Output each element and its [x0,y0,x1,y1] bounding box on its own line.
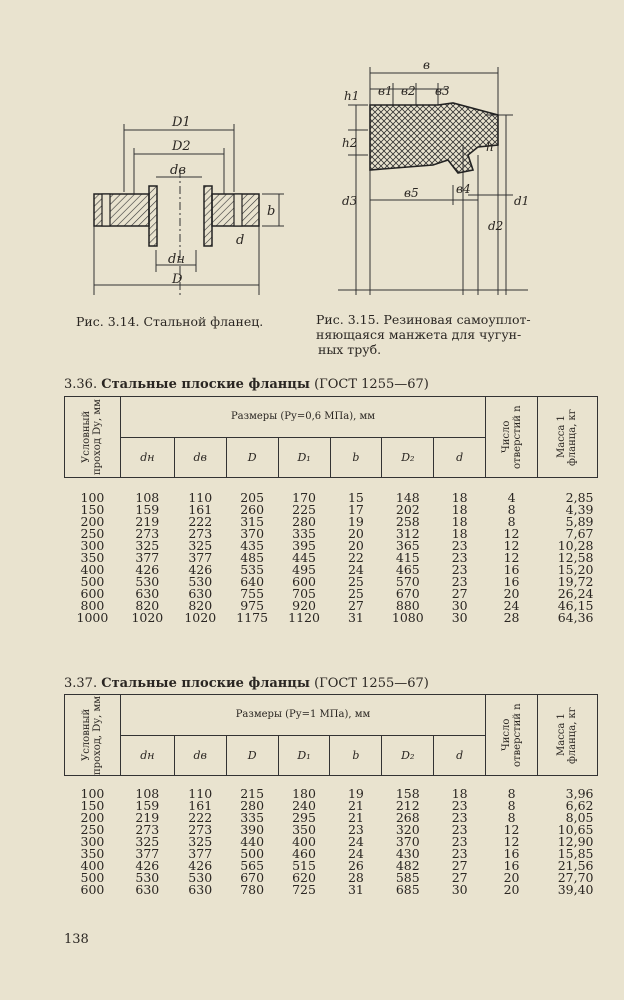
table-cell: 212 [395,798,420,813]
header-D2: D₂ [382,437,434,478]
table-cell: 273 [188,525,213,541]
table-number: 3.37. [64,676,98,691]
table-cell: 4 [507,489,516,505]
label-b: b [267,204,276,219]
table-cell: 225 [292,501,316,517]
table-cell: 630 [135,882,160,897]
cuff-drawing [318,55,538,305]
table-cell: 31 [347,609,364,625]
table-cell: 21 [347,810,364,825]
table-cell: 530 [188,870,213,885]
table-cell: 685 [395,882,420,897]
caption-fig-3-15 [316,312,531,357]
table-cell: 465 [395,561,420,577]
table-cell: 630 [188,882,213,897]
table-title: Стальные плоские фланцы [101,676,310,691]
label-D1: D1 [172,115,191,130]
table-cell: 23 [347,822,364,837]
caption-line: ных труб. [318,342,382,357]
table-cell: 202 [395,501,420,517]
table-cell: 430 [395,846,420,861]
table-cell: 600 [292,573,316,589]
header-dv: dв [174,735,226,776]
table-cell: 161 [188,798,213,813]
label-d2: d2 [488,219,504,233]
table-cell: 23 [451,834,468,849]
table-cell: 222 [188,513,213,529]
label-b: в [423,58,430,72]
label-d1: d1 [514,194,530,208]
table-cell: 350 [80,549,105,565]
header-sizes: Размеры (Pу=1 МПа), мм [120,695,485,736]
table-cell: 312 [395,525,420,541]
table-cell: 585 [395,870,420,885]
table-cell: 570 [395,573,420,589]
table-cell: 161 [188,501,213,517]
table-cell: 295 [292,810,316,825]
table-cell: 20 [347,525,364,541]
table-title: Стальные плоские фланцы [101,377,310,392]
table-cell: 23 [451,561,468,577]
header-sizes: Размеры (Pу=0,6 МПа), мм [120,397,485,438]
table-cell: 25 [347,573,364,589]
table-cell: 335 [292,525,316,541]
table-cell: 377 [188,549,213,565]
header-dv: dв [174,437,226,478]
table-cell: 500 [80,870,105,885]
header-mass: Масса 1 фланца, кг [537,397,597,478]
table-cell: 315 [240,513,265,529]
table-cell: 158 [395,786,420,801]
table-cell: 820 [188,597,213,613]
table-cell: 630 [188,585,213,601]
table-3-37-title [64,676,429,691]
table-cell: 46,15 [557,597,594,613]
table-cell: 460 [292,846,316,861]
table-cell: 18 [451,489,468,505]
table-cell: 10,28 [557,537,594,553]
table-cell: 273 [135,822,160,837]
table-cell: 365 [395,537,420,553]
table-cell: 200 [80,513,105,529]
label-b1: в1 [378,84,393,98]
table-cell: 30 [451,597,468,613]
table-cell: 205 [240,489,265,505]
table-cell: 180 [292,786,316,801]
table-cell: 1175 [236,609,269,625]
table-cell: 445 [292,549,316,565]
table-cell: 159 [135,501,160,517]
table-cell: 400 [292,834,316,849]
table-cell: 200 [80,810,105,825]
figure-steel-flange [84,110,294,305]
table-cell: 426 [135,858,160,873]
table-cell: 8 [507,513,516,529]
table-cell: 670 [395,585,420,601]
table-cell: 705 [292,585,316,601]
table-cell: 12 [503,537,520,553]
flange-drawing [84,110,294,305]
table-cell: 28 [347,870,364,885]
table-cell: 258 [395,513,420,529]
table-cell: 12 [503,822,520,837]
table-cell: 630 [135,585,160,601]
table-cell: 250 [80,525,105,541]
header-D: D [226,437,278,478]
table-cell: 640 [240,573,265,589]
header-b: b [330,735,382,776]
header-mass: Масса 1 фланца, кг [537,695,597,776]
label-d: d [236,233,245,248]
table-cell: 620 [292,870,316,885]
table-cell: 12 [503,834,520,849]
table-cell: 395 [292,537,316,553]
table-cell: 16 [503,846,520,861]
table-cell: 18 [451,501,468,517]
table-cell: 20 [503,870,520,885]
header-holes: Число отверстий n [486,695,538,776]
table-cell: 250 [80,822,105,837]
table-cell: 600 [80,585,105,601]
table-cell: 24 [347,561,364,577]
table-cell: 350 [80,846,105,861]
header-dn: dн [120,437,174,478]
table-cell: 400 [80,561,105,577]
table-cell: 150 [80,501,105,517]
table-3-36-body [65,478,598,624]
table-cell: 19 [347,513,364,529]
table-cell: 17 [347,501,364,517]
table-cell: 565 [240,858,265,873]
table-cell: 23 [451,537,468,553]
table-cell: 12,58 [557,549,594,565]
table-cell: 27 [347,597,364,613]
table-cell: 12 [503,549,520,565]
table-cell: 15,20 [557,561,594,577]
table-cell: 975 [240,597,265,613]
table-cell: 12 [503,525,520,541]
table-cell: 6,62 [565,798,594,813]
header-d: d [434,735,486,776]
table-cell: 15 [347,489,364,505]
table-cell: 300 [80,834,105,849]
table-cell: 820 [135,597,160,613]
table-cell: 150 [80,798,105,813]
label-b2: в2 [401,84,416,98]
table-cell: 400 [80,858,105,873]
table-cell: 219 [135,513,160,529]
table-number: 3.36. [64,377,98,392]
table-cell: 1020 [131,609,164,625]
table-cell: 100 [80,489,105,505]
table-cell: 19 [347,786,364,801]
table-cell: 18 [451,525,468,541]
table-cell: 240 [292,798,316,813]
table-title-suffix: (ГОСТ 1255—67) [314,377,429,392]
table-cell: 23 [451,822,468,837]
table-cell: 110 [188,489,213,505]
table-cell: 370 [395,834,420,849]
table-cell: 8 [507,501,516,517]
table-cell: 530 [188,573,213,589]
table-cell: 260 [240,501,265,517]
table-cell: 222 [188,810,213,825]
header-nominal-bore: Условный проход Dу, мм [65,397,121,478]
table-3-37-body [65,776,598,897]
table-cell: 325 [188,537,213,553]
table-cell: 320 [395,822,420,837]
table-cell: 435 [240,537,265,553]
table-cell: 19,72 [557,573,594,589]
header-D1: D₁ [278,735,330,776]
table-cell: 515 [292,858,316,873]
table-cell: 5,89 [565,513,594,529]
table-cell: 600 [80,882,105,897]
table-cell: 350 [292,822,316,837]
label-D2: D2 [172,139,191,154]
header-D1: D₁ [278,437,330,478]
table-cell: 920 [292,597,316,613]
table-cell: 268 [395,810,420,825]
table-cell: 219 [135,810,160,825]
table-cell: 20 [347,537,364,553]
table-cell: 21,56 [557,858,594,873]
table-cell: 426 [188,561,213,577]
table-cell: 16 [503,858,520,873]
table-row [65,612,598,624]
table-cell: 3,96 [565,786,594,801]
table-cell: 27 [451,870,468,885]
table-cell: 20 [503,882,520,897]
table-cell: 20 [503,585,520,601]
table-cell: 500 [240,846,265,861]
table-cell: 64,36 [557,609,594,625]
table-cell: 16 [503,573,520,589]
table-3-36 [64,396,598,624]
caption-line: Рис. 3.15. Резиновая самоуплот- [316,312,531,327]
table-cell: 108 [135,786,160,801]
label-dv: dв [170,163,186,178]
table-cell: 530 [135,870,160,885]
table-cell: 24 [347,834,364,849]
label-d3: d3 [342,194,358,208]
table-cell: 335 [240,810,265,825]
table-cell: 12,90 [557,834,594,849]
table-cell: 23 [451,810,468,825]
table-cell: 25 [347,585,364,601]
table-cell: 27 [451,585,468,601]
table-cell: 215 [240,786,265,801]
table-cell: 110 [188,786,213,801]
table-cell: 800 [80,597,105,613]
header-b: b [330,437,382,478]
table-cell: 27 [451,858,468,873]
table-cell: 23 [451,798,468,813]
table-cell: 370 [240,525,265,541]
table-cell: 280 [292,513,316,529]
table-cell: 495 [292,561,316,577]
table-cell: 482 [395,858,420,873]
table-cell: 8 [507,786,516,801]
header-D2: D₂ [382,735,434,776]
table-cell: 148 [395,489,420,505]
table-cell: 2,85 [565,489,594,505]
table-3-37 [64,694,598,896]
table-cell: 1020 [184,609,217,625]
table-cell: 1080 [391,609,424,625]
label-b5: в5 [404,186,419,200]
label-b4: в4 [456,182,471,196]
table-cell: 26,24 [557,585,594,601]
table-cell: 755 [240,585,265,601]
header-d: d [434,437,486,478]
table-cell: 22 [347,549,364,565]
table-cell: 15,85 [557,846,594,861]
table-cell: 4,39 [565,501,594,517]
table-cell: 377 [135,846,160,861]
table-cell: 880 [395,597,420,613]
table-cell: 30 [451,609,468,625]
table-cell: 500 [80,573,105,589]
table-cell: 23 [451,573,468,589]
header-D: D [226,735,278,776]
table-cell: 440 [240,834,265,849]
table-cell: 273 [135,525,160,541]
table-cell: 670 [240,870,265,885]
table-cell: 8 [507,798,516,813]
table-cell: 780 [240,882,265,897]
table-cell: 18 [451,786,468,801]
figure-rubber-cuff [318,55,538,305]
table-row [65,884,598,896]
table-cell: 26 [347,858,364,873]
label-h1: h1 [344,89,360,103]
table-cell: 16 [503,561,520,577]
table-cell: 7,67 [565,525,594,541]
table-cell: 28 [503,609,520,625]
table-cell: 1120 [288,609,320,625]
table-cell: 426 [188,858,213,873]
label-dn: dн [168,252,185,267]
table-cell: 27,70 [557,870,594,885]
table-cell: 535 [240,561,265,577]
table-cell: 8 [507,810,516,825]
caption-line: няющаяся манжета для чугун- [316,327,522,342]
table-cell: 24 [503,597,520,613]
table-cell: 377 [135,549,160,565]
table-cell: 390 [240,822,265,837]
table-cell: 8,05 [565,810,594,825]
table-cell: 100 [80,786,105,801]
table-cell: 170 [292,489,316,505]
table-cell: 30 [451,882,468,897]
table-cell: 23 [451,846,468,861]
table-cell: 21 [347,798,364,813]
table-cell: 325 [188,834,213,849]
table-cell: 23 [451,549,468,565]
header-dn: dн [120,735,174,776]
table-cell: 485 [240,549,265,565]
label-b3: в3 [435,84,450,98]
label-h2: h2 [342,136,358,150]
table-cell: 39,40 [557,882,594,897]
table-cell: 325 [135,834,160,849]
table-cell: 1000 [76,609,109,625]
table-cell: 325 [135,537,160,553]
table-cell: 725 [292,882,316,897]
table-cell: 530 [135,573,160,589]
table-cell: 31 [347,882,364,897]
table-cell: 18 [451,513,468,529]
label-h: h [486,140,494,154]
table-title-suffix: (ГОСТ 1255—67) [314,676,429,691]
table-cell: 300 [80,537,105,553]
page-number: 138 [64,932,89,947]
table-cell: 159 [135,798,160,813]
table-cell: 377 [188,846,213,861]
header-holes: Число отверстий n [486,397,538,478]
header-nominal-bore: Условный проход, Dу, мм [65,695,121,776]
table-cell: 273 [188,822,213,837]
table-cell: 415 [395,549,420,565]
table-cell: 426 [135,561,160,577]
label-D: D [172,272,183,287]
table-cell: 280 [240,798,265,813]
table-cell: 10,65 [557,822,594,837]
caption-fig-3-14: Рис. 3.14. Стальной фланец. [76,314,264,329]
table-3-36-title [64,377,429,392]
table-cell: 24 [347,846,364,861]
table-cell: 108 [135,489,160,505]
